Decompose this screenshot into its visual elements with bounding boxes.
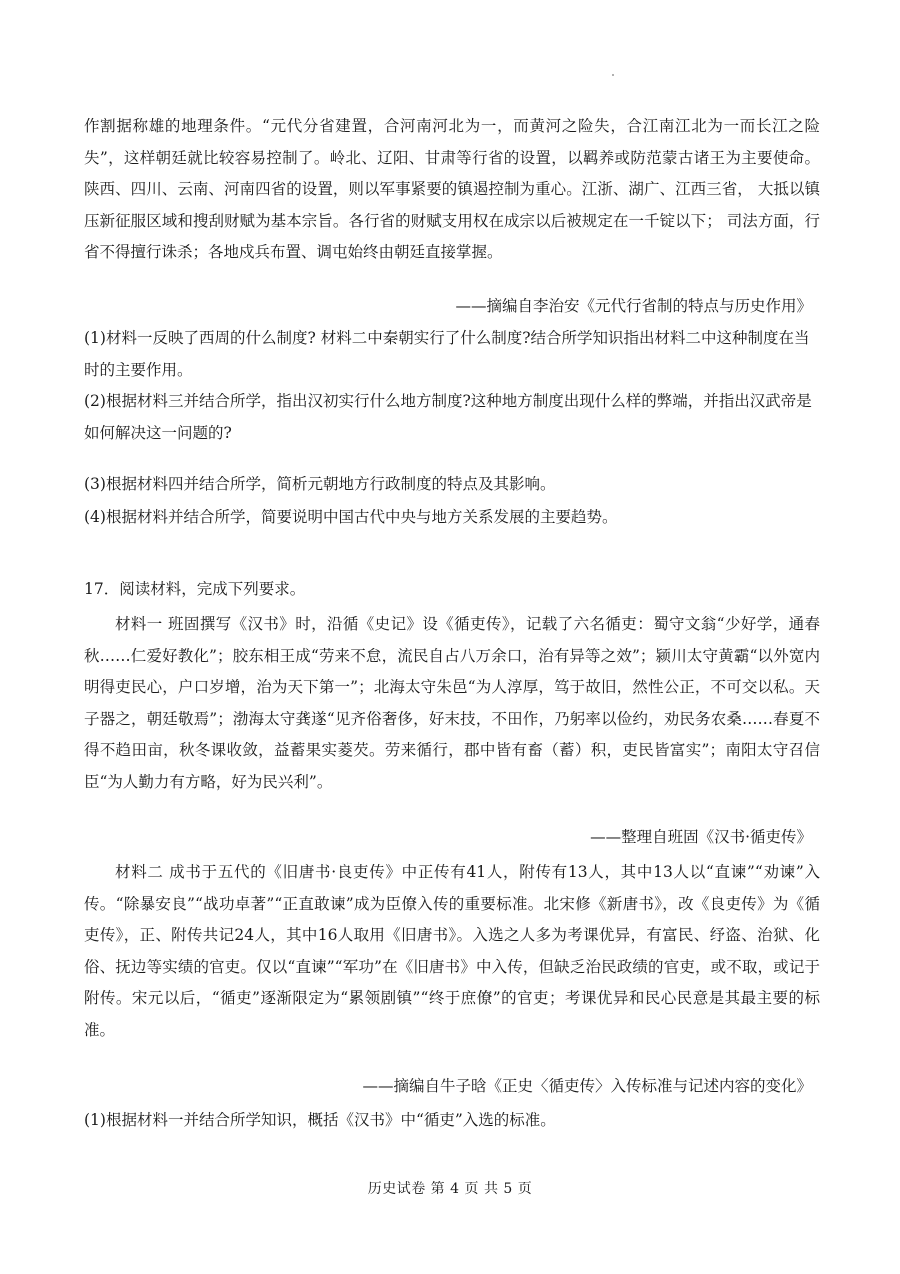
q17-source2: ——摘编自牛子晗《正史〈循吏传〉入传标准与记述内容的变化》: [362, 1077, 812, 1095]
page-footer: 历史试卷 第 4 页 共 5 页: [367, 1181, 533, 1197]
q17-source1: ——整理自班固《汉书·循吏传》: [590, 828, 812, 846]
q16-sub1: (1)材料一反映了西周的什么制度? 材料二中秦朝实行了什么制度?结合所学知识指出材料二中这种制度在当时的主要作用。: [84, 329, 810, 379]
q17-title: 17．阅读材料，完成下列要求。: [84, 580, 306, 598]
q17-material1: 材料一 班固撰写《汉书》时，沿循《史记》设《循吏传》，记载了六名循吏：蜀守文翁“少好学，通春秋……仁爱好教化”；胶东相王成“劳来不怠，流民自占八万余口，治有异等之效”；颍川太守黄霸“以外宽内明得吏民心，户口岁增，治为天下第一”；北海太守朱邑“为人淳厚，笃于故旧，然性公正，不可交以私。天子器之，朝廷敬焉”；渤海太守龚遂“见齐俗奢侈，好末技，不田作，乃躬率以俭约，劝民务农桑……春夏不得不趋田亩，秋冬课收敛，益蓄果实菱芡。劳来循行，郡中皆有畜（蓄）积，吏民皆富实”；南阳太守召信臣“为人勤力有方略，好为民兴利”。: [84, 615, 820, 791]
scan-dot: [612, 74, 614, 76]
q17-sub1: (1)根据材料一并结合所学知识，概括《汉书》中“循吏”入选的标准。: [84, 1111, 556, 1129]
q16-sub4: (4)根据材料并结合所学，简要说明中国古代中央与地方关系发展的主要趋势。: [84, 508, 618, 526]
material4-source: ——摘编自李治安《元代行省制的特点与历史作用》: [455, 297, 812, 315]
q17-material2: 材料二 成书于五代的《旧唐书·良吏传》中正传有41人，附传有13人，其中13人以“直谏”“劝谏”入传。“除暴安良”“战功卓著”“正直敢谏”成为臣僚入传的重要标准。北宋修《新唐书》，改《良吏传》为《循吏传》，正、附传共记24人，其中16人取用《旧唐书》。入选之人多为考课优异，有富民、纾盗、治狱、化俗、抚边等实绩的官吏。仅以“直谏”“军功”在《旧唐书》中入传，但缺乏治民政绩的官吏，或不取，或记于附传。宋元以后，“循吏”逐渐限定为“累领剧镇”“终于庶僚”的官吏；考课优异和民心民意是其最主要的标准。: [84, 863, 820, 1039]
q16-sub2: (2)根据材料三并结合所学，指出汉初实行什么地方制度?这种地方制度出现什么样的弊端，并指出汉武帝是如何解决这一问题的?: [84, 392, 812, 442]
q16-sub3: (3)根据材料四并结合所学，简析元朝地方行政制度的特点及其影响。: [84, 475, 556, 493]
material4-continuation: 作割据称雄的地理条件。“元代分省建置，合河南河北为一，而黄河之险失，合江南江北为一而长江之险失”，这样朝廷就比较容易控制了。岭北、辽阳、甘肃等行省的设置，以羁养或防范蒙古诸王为主要使命。陕西、四川、云南、河南四省的设置，则以军事紧要的镇遏控制为重心。江浙、湖广、江西三省， 大抵以镇压新征服区域和搜刮财赋为基本宗旨。各行省的财赋支用权在成宗以后被规定在一千锭以下； 司法方面，行省不得擅行诛杀；各地戍兵布置、调屯始终由朝廷直接掌握。: [84, 117, 820, 261]
